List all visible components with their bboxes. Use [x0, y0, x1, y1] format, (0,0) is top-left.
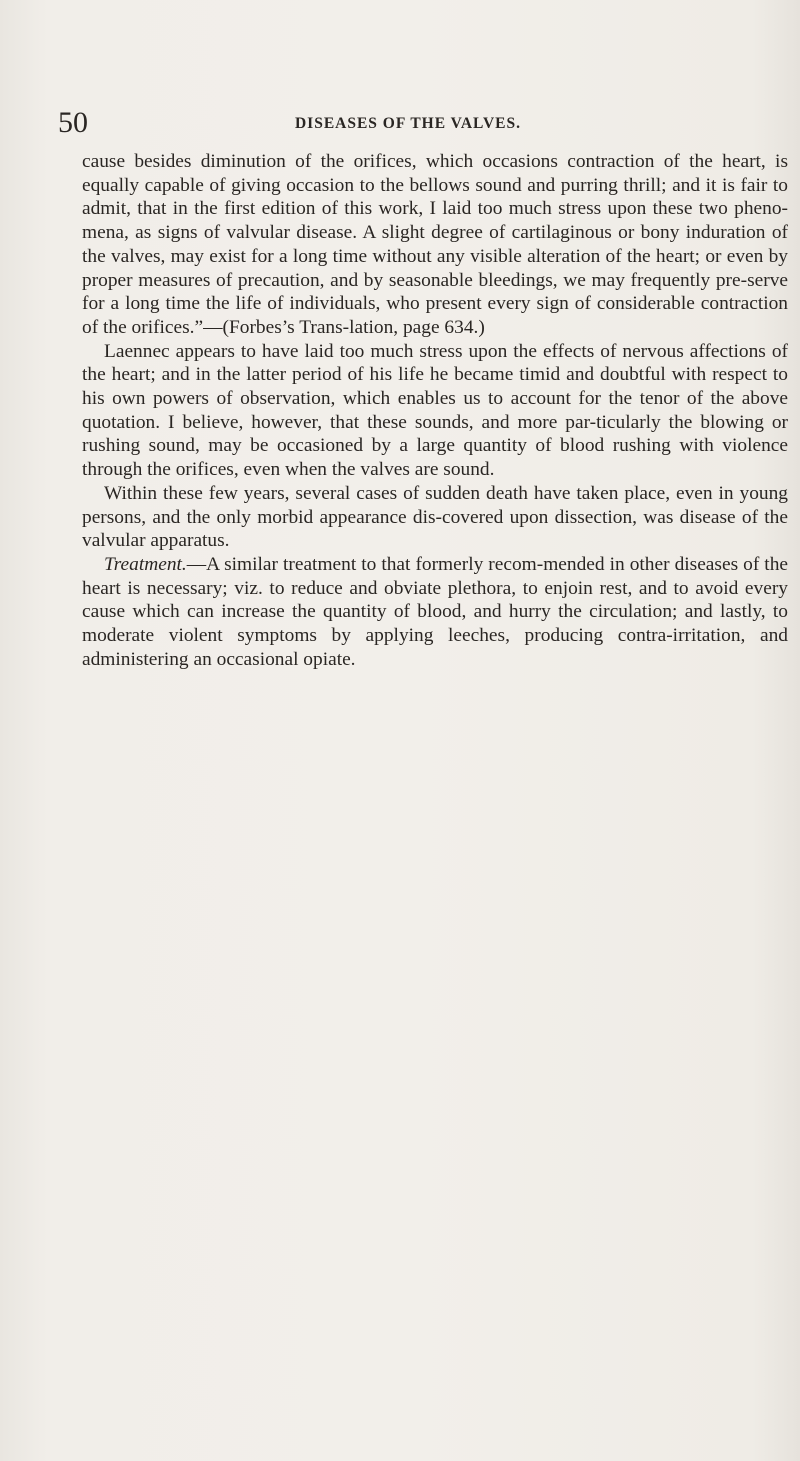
page-header: [58, 103, 718, 143]
treatment-text: —A similar treatment to that formerly recom-mended in other diseases of the heart is necessary; viz. to reduce and obviate plethora, to enjoin rest, and to avoid every cause which can increase the quantity of blood, and hurry the circulation; and lastly, to moderate violent symptoms by applying leeches, producing contra-irritation, and administering an occasional opiate.: [82, 553, 788, 670]
paragraph-treatment: [82, 553, 788, 672]
treatment-heading: Treatment.: [104, 553, 187, 575]
paragraph-laennec: Laennec appears to have laid too much stress upon the effects of nervous affections of the heart; and in the latter period of his life he became timid and doubtful with respect to his own powers of observation, which enables us to account for the tenor of the above quotation. I believe, however, that these sounds, and more par-ticularly the blowing or rushing sound, may be occasioned by a large quantity of blood rushing with violence through the orifices, even when the valves are sound.: [82, 340, 788, 481]
running-title: DISEASES OF THE VALVES.: [294, 115, 522, 132]
paragraph-continued: cause besides diminution of the orifices, which occasions contraction of the heart, is equally capable of giving occasion to the bellows sound and purring thrill; and it is fair to admit, that in the first edition of this work, I laid too much stress upon these two pheno-mena, as signs of valvular disease. A slight degree of cartilaginous or bony induration of the valves, may exist for a long time without any visible alteration of the heart; or even by proper measures of precaution, and by seasonable bleedings, we may frequently pre-serve for a long time the life of individuals, who present every sign of considerable contraction of the orifices.”—(Forbes’s Trans-lation, page 634.): [82, 151, 788, 338]
paragraph-sudden-death: Within these few years, several cases of sudden death have taken place, even in young persons, and the only morbid appearance dis-covered upon dissection, was disease of the valvular apparatus.: [82, 482, 788, 552]
page-number: 50: [58, 106, 88, 139]
body-text: [82, 150, 788, 671]
